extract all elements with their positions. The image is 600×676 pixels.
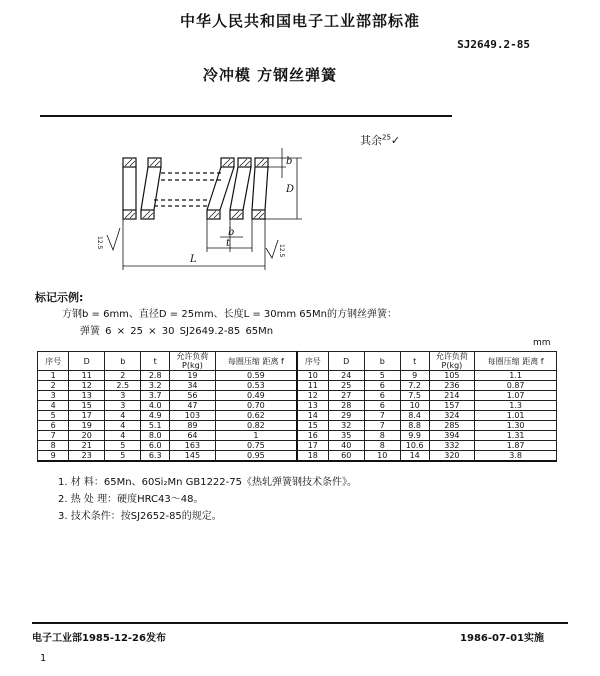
table-row — [38, 411, 557, 421]
spring-spec-table — [37, 351, 557, 462]
table-cell: 157 — [429, 401, 475, 411]
dim-t-label: t — [226, 238, 231, 249]
marking-example-label: 标记示例: — [35, 291, 84, 304]
table-cell: 6 — [364, 381, 400, 391]
standard-code: SJ2649.2-85 — [457, 38, 530, 51]
table-cell: 0.53 — [215, 381, 297, 391]
table-cell: 285 — [429, 421, 475, 431]
header-cell: t — [400, 352, 429, 371]
table-cell: 10.6 — [400, 441, 429, 451]
table-cell: 0.49 — [215, 391, 297, 401]
table-cell: 14 — [400, 451, 429, 462]
table-cell: 20 — [69, 431, 105, 441]
table-cell: 18 — [297, 451, 328, 462]
table-cell: 8.8 — [400, 421, 429, 431]
table-cell: 6.0 — [141, 441, 170, 451]
table-cell: 29 — [328, 411, 364, 421]
table-cell: 13 — [297, 401, 328, 411]
table-cell: 2 — [105, 371, 141, 381]
table-cell: 6 — [38, 421, 69, 431]
roughness-value: 25 — [382, 133, 391, 142]
table-cell: 3.8 — [475, 451, 557, 462]
table-cell: 8.4 — [400, 411, 429, 421]
table-cell: 3 — [105, 391, 141, 401]
note-material: 1. 材 料：65Mn、60Si₂Mn GB1222-75《热轧弹簧钢技术条件》。 — [58, 477, 357, 488]
header-cell: b — [105, 352, 141, 371]
dim-d-label: D — [286, 184, 295, 195]
table-cell: 145 — [170, 451, 216, 462]
table-row — [38, 431, 557, 441]
table-cell: 4 — [105, 421, 141, 431]
unit-label: mm — [533, 338, 551, 348]
marking-example-line-2: 弹簧 6 × 25 × 30 SJ2649.2-85 65Mn — [80, 326, 274, 337]
table-cell: 24 — [328, 371, 364, 381]
table-cell: 324 — [429, 411, 475, 421]
table-cell: 105 — [429, 371, 475, 381]
table-header-row — [38, 352, 557, 371]
table-cell: 9 — [38, 451, 69, 462]
table-cell: 5 — [105, 451, 141, 462]
header-cell: b — [364, 352, 400, 371]
table-cell: 2 — [38, 381, 69, 391]
table-row — [38, 451, 557, 462]
roughness-mark-left: 12.5 — [96, 236, 103, 250]
table-cell: 320 — [429, 451, 475, 462]
table-cell: 6 — [364, 391, 400, 401]
table-cell: 6.3 — [141, 451, 170, 462]
table-cell: 89 — [170, 421, 216, 431]
table-cell: 21 — [69, 441, 105, 451]
header-cell: 序号 — [297, 352, 328, 371]
table-cell: 0.75 — [215, 441, 297, 451]
header-cell: 序号 — [38, 352, 69, 371]
table-cell: 214 — [429, 391, 475, 401]
table-cell: 0.95 — [215, 451, 297, 462]
table-cell: 1.3 — [475, 401, 557, 411]
title-rule — [40, 115, 452, 117]
table-cell: 7 — [38, 431, 69, 441]
roughness-label: 其余 — [360, 134, 382, 147]
header-cell: 每圈压缩 距离 f — [215, 352, 297, 371]
table-row — [38, 391, 557, 401]
table-cell: 32 — [328, 421, 364, 431]
table-cell: 8 — [364, 431, 400, 441]
table-cell: 0.70 — [215, 401, 297, 411]
table-cell: 1 — [215, 431, 297, 441]
table-cell: 60 — [328, 451, 364, 462]
table-cell: 0.62 — [215, 411, 297, 421]
issued-date: 电子工业部1985-12-26发布 — [32, 633, 166, 644]
table-cell: 19 — [69, 421, 105, 431]
table-cell: 4 — [38, 401, 69, 411]
table-cell: 3.7 — [141, 391, 170, 401]
marking-example-line-1: 方钢b = 6mm、直径D = 25mm、长度L = 30mm 65Mn的方钢丝弹簧： — [62, 309, 397, 320]
table-cell: 0.59 — [215, 371, 297, 381]
roughness-mark-right: 12.5 — [278, 244, 285, 258]
table-cell: 3 — [38, 391, 69, 401]
table-cell: 103 — [170, 411, 216, 421]
table-cell: 236 — [429, 381, 475, 391]
table-cell: 394 — [429, 431, 475, 441]
table-cell: 1.30 — [475, 421, 557, 431]
table-cell: 163 — [170, 441, 216, 451]
table-cell: 19 — [170, 371, 216, 381]
note-heat-treatment: 2. 热 处 理：硬度HRC43～48。 — [58, 494, 204, 505]
dim-b-label: b — [286, 156, 293, 167]
table-cell: 23 — [69, 451, 105, 462]
table-cell: 64 — [170, 431, 216, 441]
table-cell: 5 — [38, 411, 69, 421]
table-cell: 9.9 — [400, 431, 429, 441]
table-cell: 5 — [364, 371, 400, 381]
table-cell: 8 — [364, 441, 400, 451]
standard-header-title: 中华人民共和国电子工业部部标准 — [179, 12, 420, 30]
table-cell: 7 — [364, 421, 400, 431]
spring-drawing — [90, 140, 330, 275]
table-cell: 25 — [328, 381, 364, 391]
table-cell: 8 — [38, 441, 69, 451]
table-cell: 14 — [297, 411, 328, 421]
table-cell: 7 — [364, 411, 400, 421]
table-cell: 1 — [38, 371, 69, 381]
table-cell: 5 — [105, 441, 141, 451]
table-cell: 0.87 — [475, 381, 557, 391]
table-cell: 5.1 — [141, 421, 170, 431]
table-cell: 1.1 — [475, 371, 557, 381]
header-cell: t — [141, 352, 170, 371]
header-cell: 允许负荷 P(kg) — [170, 352, 216, 371]
roughness-check-icon: ✓ — [390, 134, 401, 147]
header-cell: 每圈压缩 距离 f — [475, 352, 557, 371]
header-cell: D — [69, 352, 105, 371]
table-cell: 17 — [69, 411, 105, 421]
page-number: 1 — [40, 653, 47, 664]
table-cell: 15 — [297, 421, 328, 431]
footer-rule — [32, 622, 568, 624]
table-row — [38, 441, 557, 451]
table-cell: 56 — [170, 391, 216, 401]
table-cell: 40 — [328, 441, 364, 451]
table-cell: 35 — [328, 431, 364, 441]
table-cell: 3.2 — [141, 381, 170, 391]
table-cell: 11 — [297, 381, 328, 391]
table-cell: 2.5 — [105, 381, 141, 391]
table-cell: 1.31 — [475, 431, 557, 441]
table-cell: 28 — [328, 401, 364, 411]
table-cell: 4 — [105, 411, 141, 421]
table-cell: 4.9 — [141, 411, 170, 421]
table-cell: 1.01 — [475, 411, 557, 421]
table-row — [38, 401, 557, 411]
table-cell: 7.5 — [400, 391, 429, 401]
table-cell: 11 — [69, 371, 105, 381]
table-cell: 9 — [400, 371, 429, 381]
table-cell: 4.0 — [141, 401, 170, 411]
table-cell: 13 — [69, 391, 105, 401]
document-title: 冷冲模 方钢丝弹簧 — [202, 66, 338, 84]
table-cell: 47 — [170, 401, 216, 411]
table-cell: 12 — [297, 391, 328, 401]
table-row — [38, 371, 557, 381]
header-cell: D — [328, 352, 364, 371]
table-row — [38, 421, 557, 431]
table-cell: 10 — [297, 371, 328, 381]
table-cell: 34 — [170, 381, 216, 391]
table-cell: 8.0 — [141, 431, 170, 441]
table-cell: 1.07 — [475, 391, 557, 401]
table-cell: 16 — [297, 431, 328, 441]
dim-b-gap-label: b — [228, 227, 235, 238]
table-cell: 15 — [69, 401, 105, 411]
table-cell: 12 — [69, 381, 105, 391]
table-cell: 6 — [364, 401, 400, 411]
table-cell: 7.2 — [400, 381, 429, 391]
table-cell: 332 — [429, 441, 475, 451]
roughness-note — [360, 132, 400, 148]
technical-notes — [58, 474, 357, 525]
table-cell: 0.82 — [215, 421, 297, 431]
table-row — [38, 381, 557, 391]
effective-date: 1986-07-01实施 — [460, 633, 544, 644]
dim-l-label: L — [190, 254, 197, 265]
table-cell: 10 — [364, 451, 400, 462]
note-technical-conditions: 3. 技术条件：按SJ2652-85的规定。 — [58, 511, 222, 522]
table-cell: 2.8 — [141, 371, 170, 381]
header-cell: 允许负荷 P(kg) — [429, 352, 475, 371]
table-cell: 10 — [400, 401, 429, 411]
table-cell: 1.87 — [475, 441, 557, 451]
table-cell: 27 — [328, 391, 364, 401]
table-cell: 17 — [297, 441, 328, 451]
table-cell: 4 — [105, 431, 141, 441]
table-cell: 3 — [105, 401, 141, 411]
